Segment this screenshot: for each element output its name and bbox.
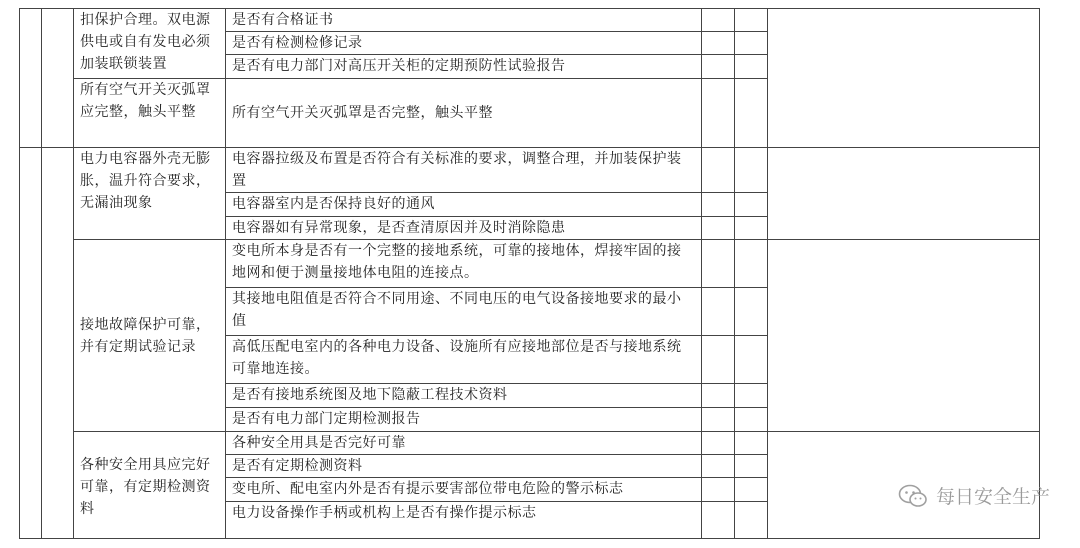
mark-cell <box>735 288 768 336</box>
subcategory-cell <box>42 148 74 539</box>
mark-cell <box>702 79 735 148</box>
mark-cell <box>702 9 735 32</box>
check-standard: 是否有定期检测资料 <box>226 455 702 478</box>
inspection-checklist-table <box>19 8 1040 539</box>
mark-cell <box>702 193 735 217</box>
check-item: 各种安全用具应完好可靠，有定期检测资料 <box>74 432 226 539</box>
mark-cell <box>735 502 768 539</box>
mark-cell <box>702 502 735 539</box>
mark-cell <box>702 32 735 55</box>
mark-cell <box>735 193 768 217</box>
check-standard: 是否有接地系统图及地下隐蔽工程技术资料 <box>226 384 702 408</box>
subcategory-cell <box>42 9 74 148</box>
check-standard: 是否有检测检修记录 <box>226 32 702 55</box>
mark-cell <box>702 408 735 432</box>
check-standard: 是否有电力部门定期检测报告 <box>226 408 702 432</box>
mark-cell <box>735 9 768 32</box>
mark-cell <box>735 217 768 240</box>
mark-cell <box>735 384 768 408</box>
remarks-cell <box>768 240 1040 432</box>
check-standard: 电容器拉级及布置是否符合有关标准的要求，调整合理，并加装保护装置 <box>226 148 702 193</box>
watermark <box>898 482 1050 509</box>
category-cell <box>20 9 42 148</box>
wechat-icon <box>898 483 928 509</box>
mark-cell <box>702 240 735 288</box>
mark-cell <box>702 478 735 502</box>
mark-cell <box>702 148 735 193</box>
mark-cell <box>735 432 768 455</box>
watermark-text: 每日安全生产 <box>935 486 1050 508</box>
check-item: 接地故障保护可靠，并有定期试验记录 <box>74 240 226 432</box>
check-standard: 高低压配电室内的各种电力设备、设施所有应接地部位是否与接地系统可靠地连接。 <box>226 336 702 384</box>
check-standard: 所有空气开关灭弧罩是否完整，触头平整 <box>226 79 702 148</box>
check-standard: 是否有合格证书 <box>226 9 702 32</box>
mark-cell <box>702 432 735 455</box>
mark-cell <box>702 55 735 79</box>
mark-cell <box>735 455 768 478</box>
check-standard: 各种安全用具是否完好可靠 <box>226 432 702 455</box>
mark-cell <box>735 32 768 55</box>
mark-cell <box>735 408 768 432</box>
category-cell <box>20 148 42 539</box>
remarks-cell <box>768 9 1040 148</box>
check-item: 扣保护合理。双电源供电或自有发电必须加装联锁装置 <box>74 9 226 79</box>
mark-cell <box>702 336 735 384</box>
check-item: 所有空气开关灭弧罩应完整，触头平整 <box>74 79 226 148</box>
check-item: 电力电容器外壳无膨胀，温升符合要求，无漏油现象 <box>74 148 226 240</box>
mark-cell <box>735 240 768 288</box>
mark-cell <box>735 336 768 384</box>
check-standard: 其接地电阻值是否符合不同用途、不同电压的电气设备接地要求的最小值 <box>226 288 702 336</box>
check-standard: 电容器室内是否保持良好的通风 <box>226 193 702 217</box>
remarks-cell <box>768 148 1040 240</box>
mark-cell <box>702 455 735 478</box>
check-standard: 变电所、配电室内外是否有提示要害部位带电危险的警示标志 <box>226 478 702 502</box>
mark-cell <box>702 217 735 240</box>
check-standard: 变电所本身是否有一个完整的接地系统，可靠的接地体，焊接牢固的接地网和便于测量接地体电阻的连接点。 <box>226 240 702 288</box>
mark-cell <box>735 148 768 193</box>
mark-cell <box>735 79 768 148</box>
mark-cell <box>735 478 768 502</box>
mark-cell <box>702 288 735 336</box>
check-standard: 是否有电力部门对高压开关柜的定期预防性试验报告 <box>226 55 702 79</box>
mark-cell <box>735 55 768 79</box>
mark-cell <box>702 384 735 408</box>
check-standard: 电容器如有异常现象，是否查清原因并及时消除隐患 <box>226 217 702 240</box>
check-standard: 电力设备操作手柄或机构上是否有操作提示标志 <box>226 502 702 539</box>
